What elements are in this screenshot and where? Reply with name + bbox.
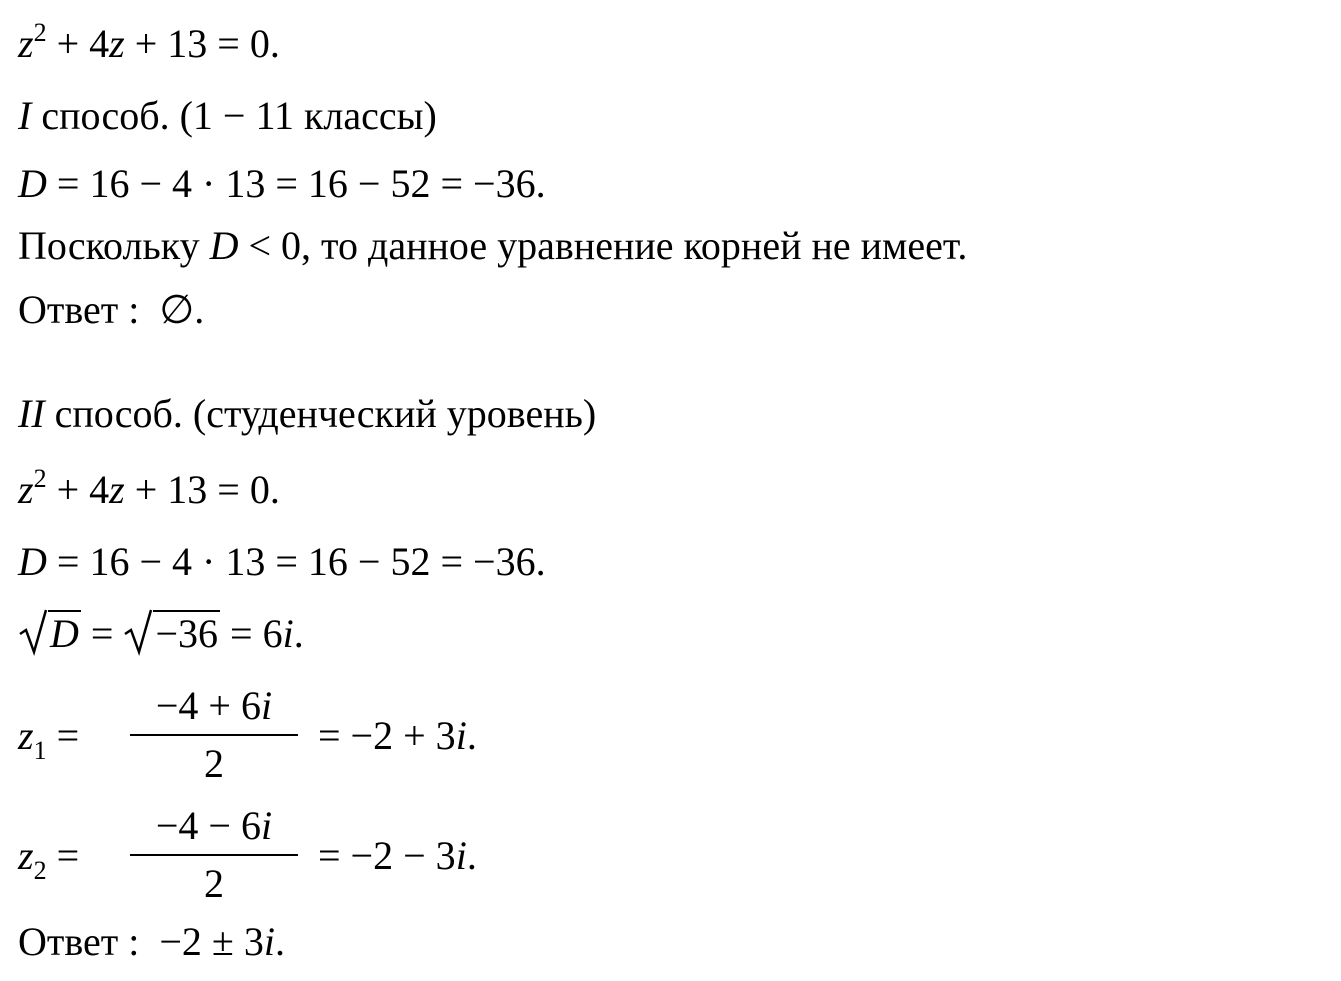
method2-numeral: II bbox=[18, 391, 45, 436]
radical-sign-icon bbox=[18, 604, 48, 658]
sqrt-d bbox=[18, 610, 81, 658]
z2-lhs: $z_2$ = bbox=[18, 833, 80, 885]
sqrt-line: D = −36 = 6i. bbox=[18, 610, 304, 658]
sqrt-radicand-d: D bbox=[50, 611, 79, 656]
equation-line-1: $z^2 + 4z + 13 = 0$. bbox=[18, 18, 280, 66]
z1-numerator: −4 + 6i bbox=[155, 683, 273, 728]
z1-fraction-bar bbox=[130, 734, 298, 736]
sqrt-minus-36 bbox=[123, 610, 220, 658]
z2-numerator: −4 − 6i bbox=[155, 803, 273, 848]
answer-line-2: Ответ : −2 ± 3i. bbox=[18, 919, 286, 964]
method1-heading bbox=[18, 92, 437, 140]
answer-value-1: ∅. bbox=[159, 287, 205, 332]
z2-denominator: 2 bbox=[204, 861, 224, 906]
z1-denominator: 2 bbox=[204, 741, 224, 786]
answer-label-1: Ответ : bbox=[18, 287, 140, 332]
method2-heading-text: способ. (студенческий уровень) bbox=[54, 391, 597, 436]
z1-rhs: = −2 + 3i. bbox=[318, 713, 477, 758]
method1-heading-text: способ. (1 − 11 классы) bbox=[41, 93, 437, 138]
method1-numeral: I bbox=[18, 93, 32, 138]
z2-rhs: = −2 − 3i. bbox=[318, 833, 477, 878]
sqrt-radicand-36: −36 bbox=[155, 611, 219, 656]
discriminant-line-1: D = 16 − 4 · 13 = 16 − 52 = −36. bbox=[18, 161, 546, 206]
discriminant-line-2: D = 16 − 4 · 13 = 16 − 52 = −36. bbox=[18, 539, 546, 584]
equation-line-2: $z^2 + 4z + 13 = 0$. bbox=[18, 464, 280, 512]
z1-lhs: $z_1$ = bbox=[18, 713, 80, 765]
method2-heading bbox=[18, 390, 596, 438]
radical-sign-icon bbox=[123, 604, 153, 658]
z2-fraction-bar bbox=[130, 854, 298, 856]
z2-fraction bbox=[130, 802, 298, 908]
answer-label-2: Ответ : bbox=[18, 919, 140, 964]
z1-fraction bbox=[130, 682, 298, 788]
conclusion-line: Поскольку D < 0, то данное уравнение корней не имеет. bbox=[18, 223, 968, 268]
answer-line-1 bbox=[18, 286, 204, 334]
